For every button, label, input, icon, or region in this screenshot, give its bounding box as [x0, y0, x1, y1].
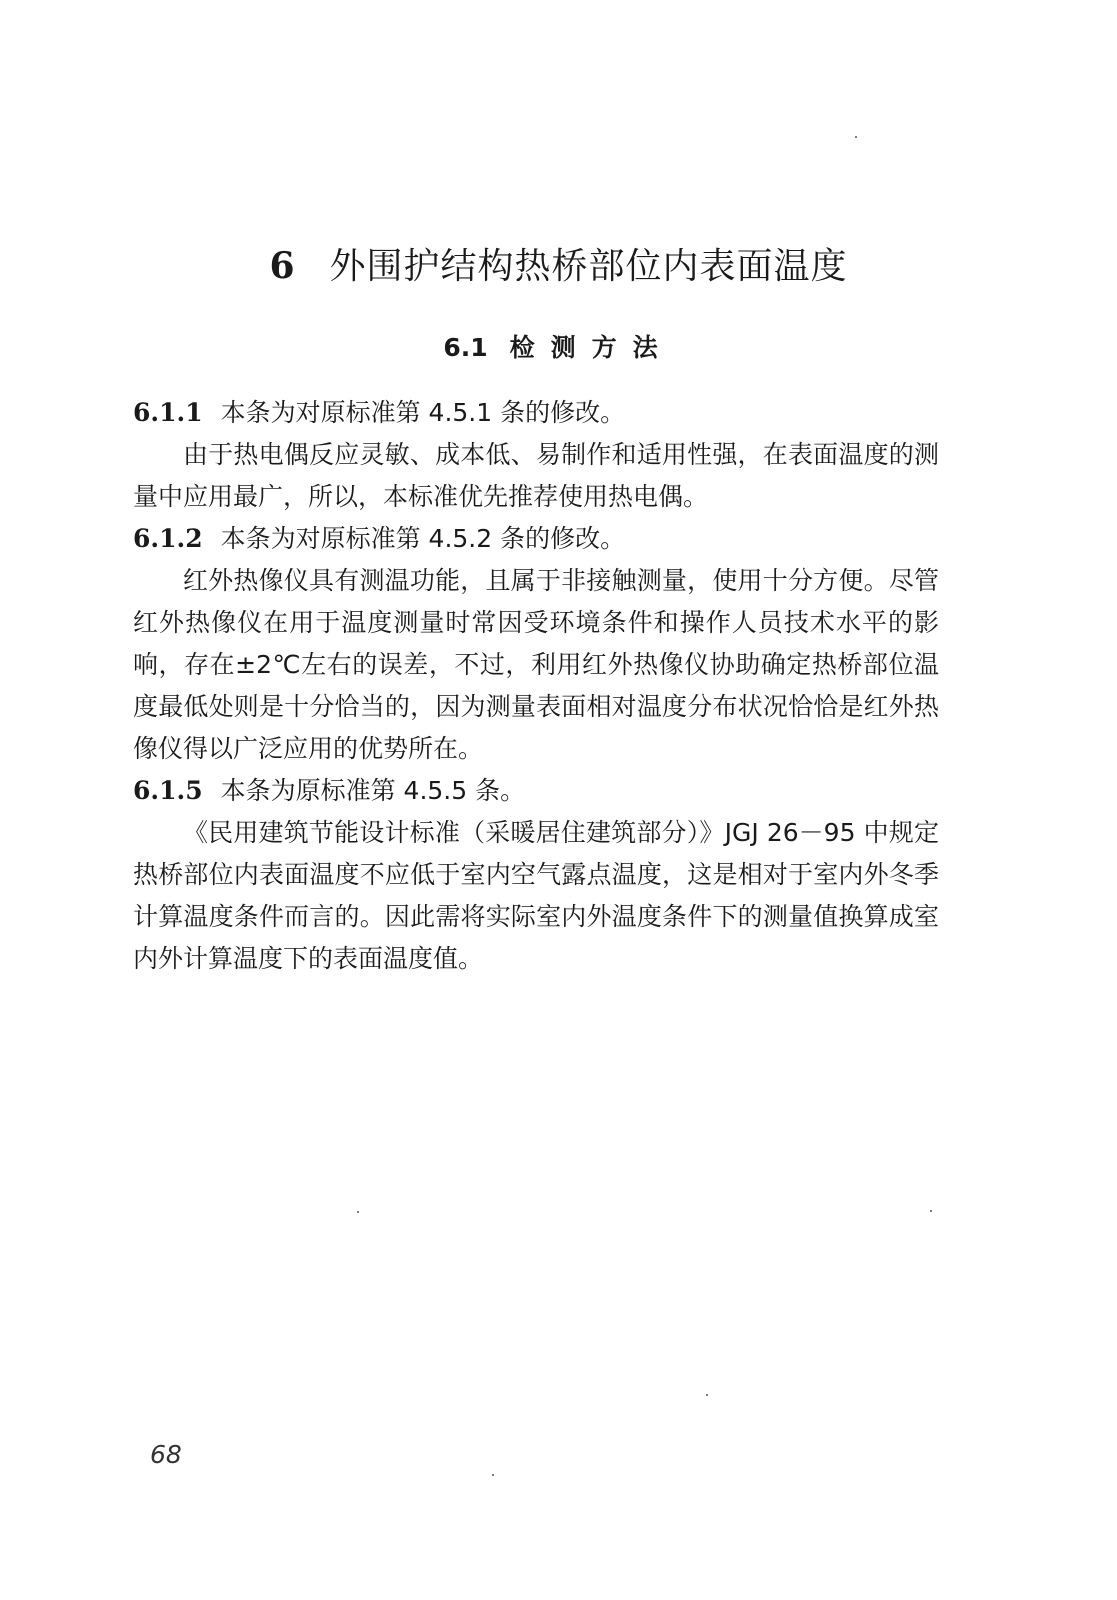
clause-number: 6.1.1	[133, 398, 203, 427]
clause-paragraph: 由于热电偶反应灵敏、成本低、易制作和适用性强，在表面温度的测量中应用最广，所以，本标准优先推荐使用热电偶。	[133, 440, 939, 511]
clause-paragraph: 红外热像仪具有测温功能，且属于非接触测量，使用十分方便。尽管红外热像仪在用于温度测量时常因受环境条件和操作人员技术水平的影响，存在±2℃左右的误差，不过，利用红外热像仪协助确定热桥部位温度最低处则是十分恰当的，因为测量表面相对温度分布状况恰恰是红外热像仪得以广泛应用的优势所在。	[133, 566, 939, 763]
scan-speck	[492, 1474, 494, 1476]
scan-speck	[706, 1394, 708, 1396]
scan-speck	[357, 1211, 359, 1213]
clause-heading	[133, 518, 939, 560]
scan-speck	[930, 1210, 932, 1212]
clause-number: 6.1.2	[133, 524, 203, 553]
clause-number: 6.1.5	[133, 776, 203, 805]
page-number: 68	[150, 1440, 182, 1469]
section-title	[0, 326, 1117, 370]
document-body	[133, 392, 939, 980]
clause-heading-text: 本条为原标准第 4.5.5 条。	[220, 776, 526, 805]
chapter-title-text: 外围护结构热桥部位内表面温度	[329, 246, 848, 287]
clause-heading	[133, 392, 939, 434]
chapter-number: 6	[269, 245, 296, 287]
clause-heading-text: 本条为对原标准第 4.5.1 条的修改。	[220, 398, 626, 427]
chapter-title	[0, 236, 1117, 297]
section-title-text: 检测方法	[509, 333, 674, 362]
scan-speck	[855, 136, 857, 138]
clause-heading	[133, 770, 939, 812]
clause-paragraph: 《民用建筑节能设计标准（采暖居住建筑部分）》JGJ 26－95 中规定热桥部位内表面温度不应低于室内空气露点温度，这是相对于室内外冬季计算温度条件而言的。因此需将实际室内外温度条件下的测量值换算成室内外计算温度下的表面温度值。	[133, 818, 939, 973]
clause-heading-text: 本条为对原标准第 4.5.2 条的修改。	[220, 524, 626, 553]
section-number: 6.1	[443, 333, 488, 362]
